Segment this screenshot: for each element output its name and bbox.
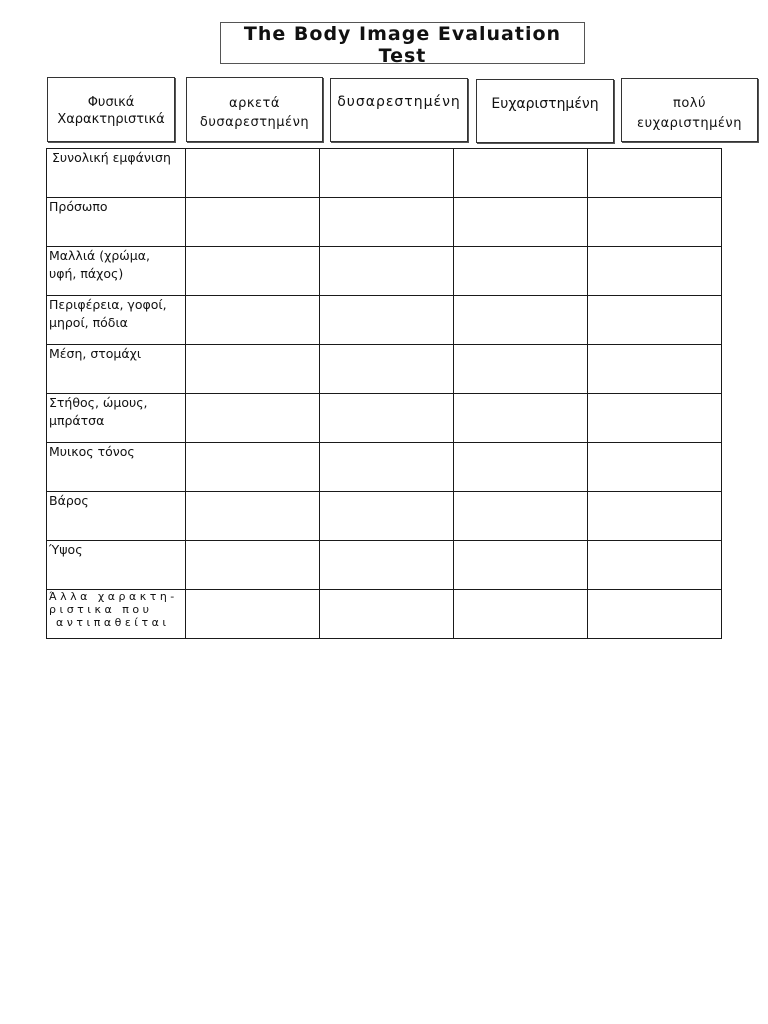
row-label-line2: υφή, πάχος)	[49, 266, 124, 281]
rating-cell[interactable]	[454, 296, 588, 345]
rating-cell[interactable]	[454, 345, 588, 394]
rating-cell[interactable]	[588, 590, 722, 639]
rating-cell[interactable]	[588, 541, 722, 590]
row-label-line1: Περιφέρεια, γοφοί,	[49, 297, 167, 312]
row-label-line1: Μαλλιά (χρώμα,	[49, 248, 150, 263]
header-dissatisfied	[330, 78, 468, 142]
row-label	[47, 590, 186, 639]
rating-cell[interactable]	[320, 198, 454, 247]
rating-cell[interactable]	[454, 394, 588, 443]
table-row	[47, 541, 722, 590]
table-row	[47, 247, 722, 296]
rating-cell[interactable]	[186, 590, 320, 639]
table-row	[47, 149, 722, 198]
rating-cell[interactable]	[186, 492, 320, 541]
header-satisfied	[476, 79, 614, 143]
rating-cell[interactable]	[186, 149, 320, 198]
table-row	[47, 296, 722, 345]
rating-cell[interactable]	[186, 345, 320, 394]
title-box	[220, 22, 585, 67]
rating-cell[interactable]	[588, 296, 722, 345]
rating-cell[interactable]	[186, 541, 320, 590]
table-row	[47, 492, 722, 541]
table-row	[47, 198, 722, 247]
row-label-line1: Βάρος	[49, 493, 89, 508]
rating-cell[interactable]	[454, 541, 588, 590]
rating-cell[interactable]	[454, 149, 588, 198]
header-label-line1: πολύ	[673, 96, 706, 111]
header-quite-dissatisfied	[186, 77, 323, 142]
row-label	[47, 492, 186, 541]
row-label	[47, 149, 186, 198]
rating-cell[interactable]	[454, 247, 588, 296]
row-label-line2: μηροί, πόδια	[49, 315, 128, 330]
row-label	[47, 198, 186, 247]
rating-cell[interactable]	[454, 443, 588, 492]
row-label	[47, 296, 186, 345]
rating-cell[interactable]	[320, 443, 454, 492]
header-label-line1: Φυσικά	[87, 95, 135, 110]
row-label-line1: Μέση, στομάχι	[49, 346, 142, 361]
row-label-line2: μπράτσα	[49, 413, 105, 428]
row-label-line1: Συνολική εμφάνιση	[52, 150, 171, 165]
table-row	[47, 394, 722, 443]
row-label	[47, 443, 186, 492]
rating-cell[interactable]	[186, 296, 320, 345]
rating-cell[interactable]	[186, 247, 320, 296]
table-row	[47, 443, 722, 492]
rating-cell[interactable]	[320, 590, 454, 639]
row-label-line1: Μυικος τόνος	[49, 444, 135, 459]
row-label	[47, 541, 186, 590]
evaluation-table	[46, 148, 722, 639]
rating-cell[interactable]	[320, 492, 454, 541]
rating-cell[interactable]	[588, 394, 722, 443]
rating-cell[interactable]	[320, 149, 454, 198]
header-very-satisfied	[621, 78, 758, 142]
table-row	[47, 345, 722, 394]
row-label	[47, 247, 186, 296]
rating-cell[interactable]	[186, 198, 320, 247]
row-label	[47, 394, 186, 443]
row-label-line3: αντιπαθείται	[56, 616, 170, 629]
rating-cell[interactable]	[588, 443, 722, 492]
header-label-line2: Χαρακτηριστικά	[57, 112, 165, 127]
rating-cell[interactable]	[320, 296, 454, 345]
rating-cell[interactable]	[186, 443, 320, 492]
header-physical-characteristics	[47, 77, 175, 142]
rating-cell[interactable]	[320, 394, 454, 443]
rating-cell[interactable]	[588, 198, 722, 247]
rating-cell[interactable]	[588, 492, 722, 541]
rating-cell[interactable]	[320, 345, 454, 394]
rating-cell[interactable]	[454, 492, 588, 541]
header-label-line2: δυσαρεστημένη	[199, 115, 310, 130]
rating-cell[interactable]	[454, 198, 588, 247]
rating-cell[interactable]	[588, 345, 722, 394]
row-label-line1: Άλλα χαρακτη-	[49, 590, 178, 603]
page-title: The Body Image Evaluation Test	[243, 23, 562, 67]
rating-cell[interactable]	[320, 541, 454, 590]
rating-cell[interactable]	[320, 247, 454, 296]
header-label-line2: ευχαριστημένη	[637, 116, 742, 131]
row-label-line1: Στήθος, ώμους,	[49, 395, 148, 410]
table-row	[47, 590, 722, 639]
row-label-line1: Πρόσωπο	[49, 199, 108, 214]
rating-cell[interactable]	[454, 590, 588, 639]
row-label-line2: ριστικα που	[49, 603, 153, 616]
row-label-line1: Ύψος	[49, 542, 83, 557]
header-label-line1: αρκετά	[229, 96, 280, 111]
rating-cell[interactable]	[588, 247, 722, 296]
header-label-line1: δυσαρεστημένη	[337, 94, 461, 110]
rating-cell[interactable]	[588, 149, 722, 198]
header-label-line1: Ευχαριστημένη	[491, 96, 599, 112]
row-label	[47, 345, 186, 394]
rating-cell[interactable]	[186, 394, 320, 443]
